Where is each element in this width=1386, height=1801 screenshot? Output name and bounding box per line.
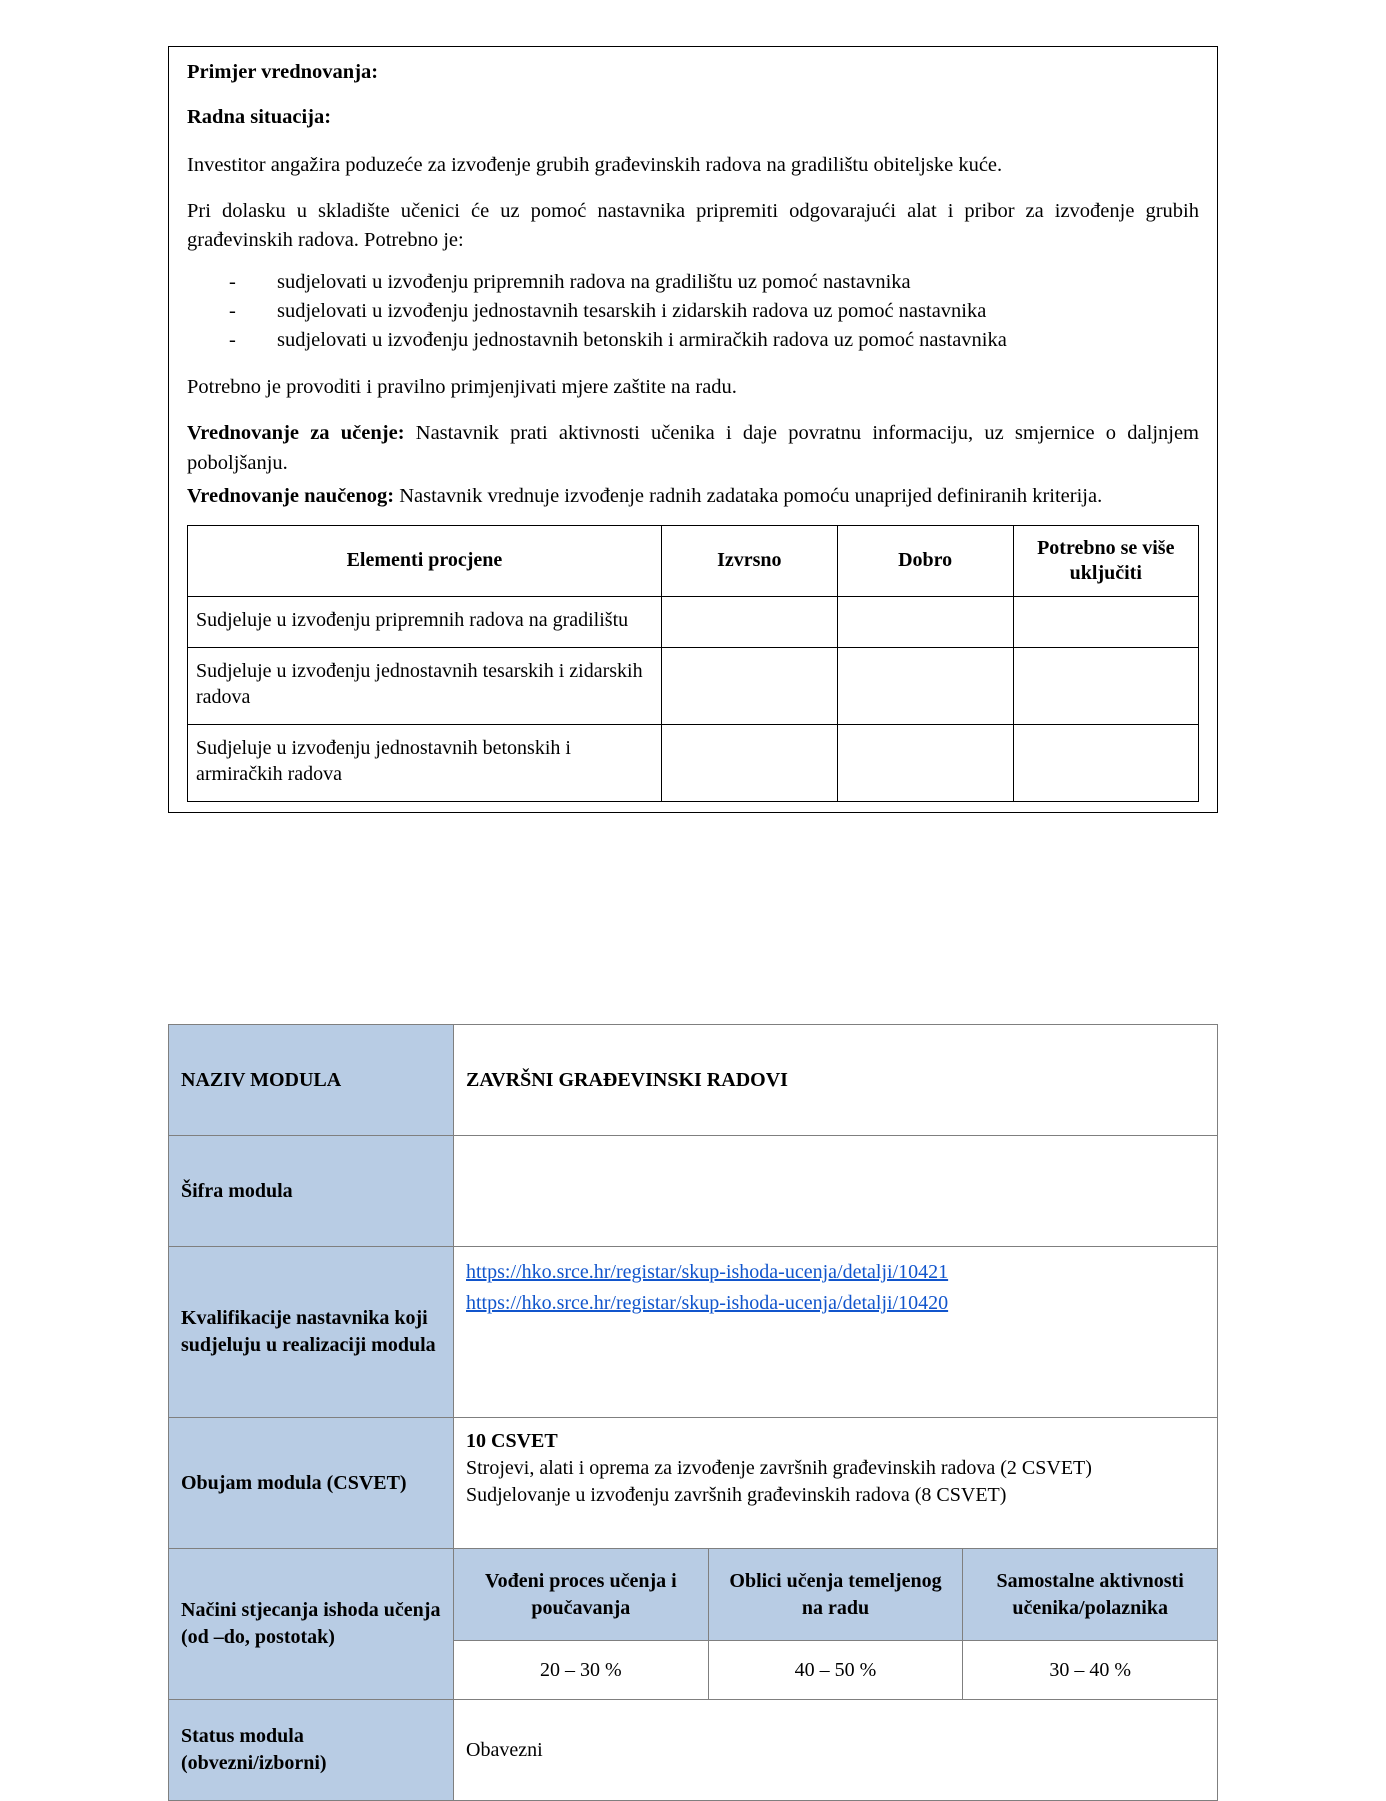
rating-cell-izvrsno[interactable] [661,596,837,647]
header-samostalne-aktivnosti: Samostalne aktivnosti učenika/polaznika [963,1549,1218,1641]
criteria-cell: Sudjeluje u izvođenju pripremnih radova na gradilištu [188,596,662,647]
obujam-line-1: Strojevi, alati i oprema za izvođenje završnih građevinskih radova (2 CSVET) [466,1457,1092,1479]
label-kvalifikacije: Kvalifikacije nastavnika koji sudjeluju u realizaciji modula [169,1247,454,1418]
rating-cell-dobro[interactable] [837,724,1013,801]
evaluation-box [168,46,1218,813]
header-vodeni-proces: Vođeni proces učenja i poučavanja [454,1549,709,1641]
label-obujam-modula: Obujam modula (CSVET) [169,1418,454,1549]
table-row [188,596,1199,647]
column-header-dobro: Dobro [837,525,1013,596]
paragraph-zastita-na-radu: Potrebno je provoditi i pravilno primjenjivati mjere zaštite na radu. [187,376,737,399]
value-status-modula: Obavezni [454,1700,1218,1801]
criteria-cell: Sudjeluje u izvođenju jednostavnih tesarskih i zidarskih radova [188,647,662,724]
column-header-potrebno: Potrebno se više uključiti [1013,525,1198,596]
table-row-obujam [169,1418,1218,1549]
table-row-nacini-headers [169,1549,1218,1641]
table-row-sifra-modula [169,1136,1218,1247]
vrednovanje-naucenog-text: Nastavnik vrednuje izvođenje radnih zadataka pomoću unaprijed definiranih kriterija. [394,484,1103,507]
heading-primjer-vrednovanja: Primjer vrednovanja: [187,61,379,83]
heading-radna-situacija: Radna situacija: [187,106,332,128]
header-oblici-ucenja: Oblici učenja temeljenog na radu [708,1549,963,1641]
obujam-total: 10 CSVET [466,1430,558,1452]
value-oblici-ucenja: 40 – 50 % [708,1641,963,1700]
paragraph-pri-dolasku: Pri dolasku u skladište učenici će uz pomoć nastavnika pripremiti odgovarajući alat i pribor za izvođenje grubih građevinskih radova. Potrebno je: [187,200,1199,251]
vrednovanje-za-ucenje-label: Vrednovanje za učenje: [187,422,405,445]
assessment-criteria-table [187,525,1199,802]
rating-cell-izvrsno[interactable] [661,647,837,724]
table-row-kvalifikacije [169,1247,1218,1418]
obujam-line-2: Sudjelovanje u izvođenju završnih građevinskih radova (8 CSVET) [466,1484,1007,1506]
value-sifra-modula[interactable] [454,1136,1218,1247]
label-nacini-stjecanja: Načini stjecanja ishoda učenja (od –do, postotak) [169,1549,454,1700]
list-item: - sudjelovati u izvođenju pripremnih radova na gradilištu uz pomoć nastavnika [229,268,1199,297]
value-obujam-modula [454,1418,1218,1549]
paragraph-investitor: Investitor angažira poduzeće za izvođenje grubih građevinskih radova na gradilištu obiteljske kuće. [187,154,1003,176]
module-info-table [168,1024,1218,1801]
table-row [188,724,1199,801]
value-kvalifikacije [454,1247,1218,1418]
vrednovanje-za-ucenje-text: Nastavnik prati aktivnosti učenika i daje povratnu informaciju, uz smjernice o daljnjem poboljšanju. [187,422,1199,474]
rating-cell-dobro[interactable] [837,647,1013,724]
task-list [187,268,1199,355]
list-item: - sudjelovati u izvođenju jednostavnih tesarskih i zidarskih radova uz pomoć nastavnika [229,297,1199,326]
vrednovanje-za-ucenje [187,419,1199,477]
link-skup-ishoda-10421[interactable]: https://hko.srce.hr/registar/skup-ishoda-ucenja/detalji/10421 [466,1261,949,1283]
criteria-cell: Sudjeluje u izvođenju jednostavnih betonskih i armiračkih radova [188,724,662,801]
value-naziv-modula: ZAVRŠNI GRAĐEVINSKI RADOVI [454,1025,1218,1136]
rating-cell-izvrsno[interactable] [661,724,837,801]
value-vodeni-proces: 20 – 30 % [454,1641,709,1700]
list-item: - sudjelovati u izvođenju jednostavnih betonskih i armiračkih radova uz pomoć nastavnika [229,326,1199,355]
table-row-status-modula [169,1700,1218,1801]
table-header-row [188,525,1199,596]
rating-cell-potrebno[interactable] [1013,596,1198,647]
column-header-elementi: Elementi procjene [188,525,662,596]
table-row [188,647,1199,724]
label-status-modula: Status modula (obvezni/izborni) [169,1700,454,1801]
column-header-izvrsno: Izvrsno [661,525,837,596]
rating-cell-potrebno[interactable] [1013,647,1198,724]
value-samostalne-aktivnosti: 30 – 40 % [963,1641,1218,1700]
table-row-naziv-modula [169,1025,1218,1136]
rating-cell-dobro[interactable] [837,596,1013,647]
label-sifra-modula: Šifra modula [169,1136,454,1247]
link-skup-ishoda-10420[interactable]: https://hko.srce.hr/registar/skup-ishoda-ucenja/detalji/10420 [466,1292,949,1314]
vrednovanje-naucenog [187,482,1199,511]
rating-cell-potrebno[interactable] [1013,724,1198,801]
vrednovanje-naucenog-label: Vrednovanje naučenog: [187,484,395,507]
label-naziv-modula: NAZIV MODULA [169,1025,454,1136]
